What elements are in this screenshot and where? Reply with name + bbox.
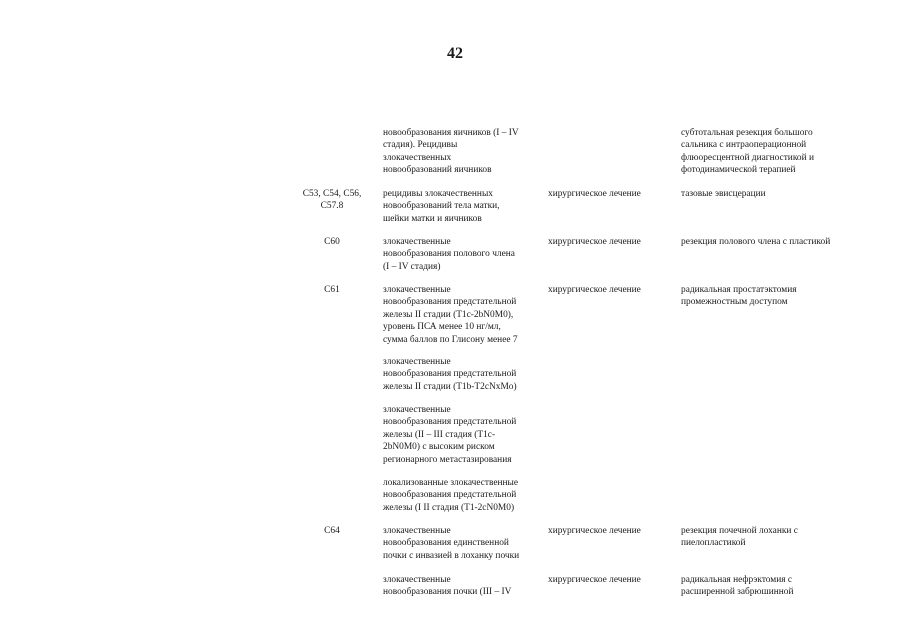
treatment-cell: хирургическое лечение: [548, 237, 641, 247]
diagnosis-cell: рецидивы злокачественных новообразований тела матки, шейки матки и яичников: [383, 189, 500, 224]
diagnosis-cell: локализованные злокачественные новообразования предстательной железы (I II стадия (T1-2cN0M0): [383, 478, 519, 513]
diagnosis-cell: злокачественные новообразования предстательной железы II стадии (T1c-2bN0M0), уровень ПСА менее 10 нг/мл, сумма баллов по Глисону менее 7: [383, 285, 518, 345]
treatment-cell: хирургическое лечение: [548, 526, 641, 536]
diagnosis-cell: злокачественные новообразования предстательной железы II стадии (T1b-T2cNxMo): [383, 357, 517, 392]
icd-code-cell: C60: [324, 237, 340, 247]
page-number: 42: [447, 45, 463, 62]
method-cell: радикальная нефрэктомия с расширенной забрюшинной: [681, 575, 794, 598]
method-cell: радикальная простатэктомия промежностным доступом: [681, 285, 797, 308]
icd-code-cell: C53, C54, C56, C57.8: [302, 189, 362, 212]
treatment-cell: хирургическое лечение: [548, 189, 641, 199]
method-cell: тазовые эвисцерации: [681, 189, 766, 199]
diagnosis-cell: злокачественные новообразования предстательной железы (II – III стадия (T1c- 2bN0M0) с высоким риском регионарного метастазирования: [383, 405, 517, 465]
icd-code-cell: C61: [324, 285, 340, 295]
icd-code-cell: C64: [324, 526, 340, 536]
treatment-cell: хирургическое лечение: [548, 575, 641, 585]
method-cell: субтотальная резекция большого сальника с интраоперационной флюоресцентной диагностикой и фотодинамической терапией: [681, 128, 814, 176]
treatment-cell: хирургическое лечение: [548, 285, 641, 295]
diagnosis-cell: злокачественные новообразования единственной почки с инвазией в лоханку почки: [383, 526, 520, 561]
method-cell: резекция почечной лоханки с пиелопластикой: [681, 526, 798, 549]
diagnosis-cell: злокачественные новообразования почки (III – IV: [383, 575, 512, 598]
diagnosis-cell: злокачественные новообразования полового члена (I – IV стадия): [383, 237, 515, 272]
method-cell: резекция полового члена с пластикой: [681, 237, 831, 247]
diagnosis-cell: новообразования яичников (I – IV стадия). Рецидивы злокачественных новообразований яичников: [383, 128, 519, 176]
